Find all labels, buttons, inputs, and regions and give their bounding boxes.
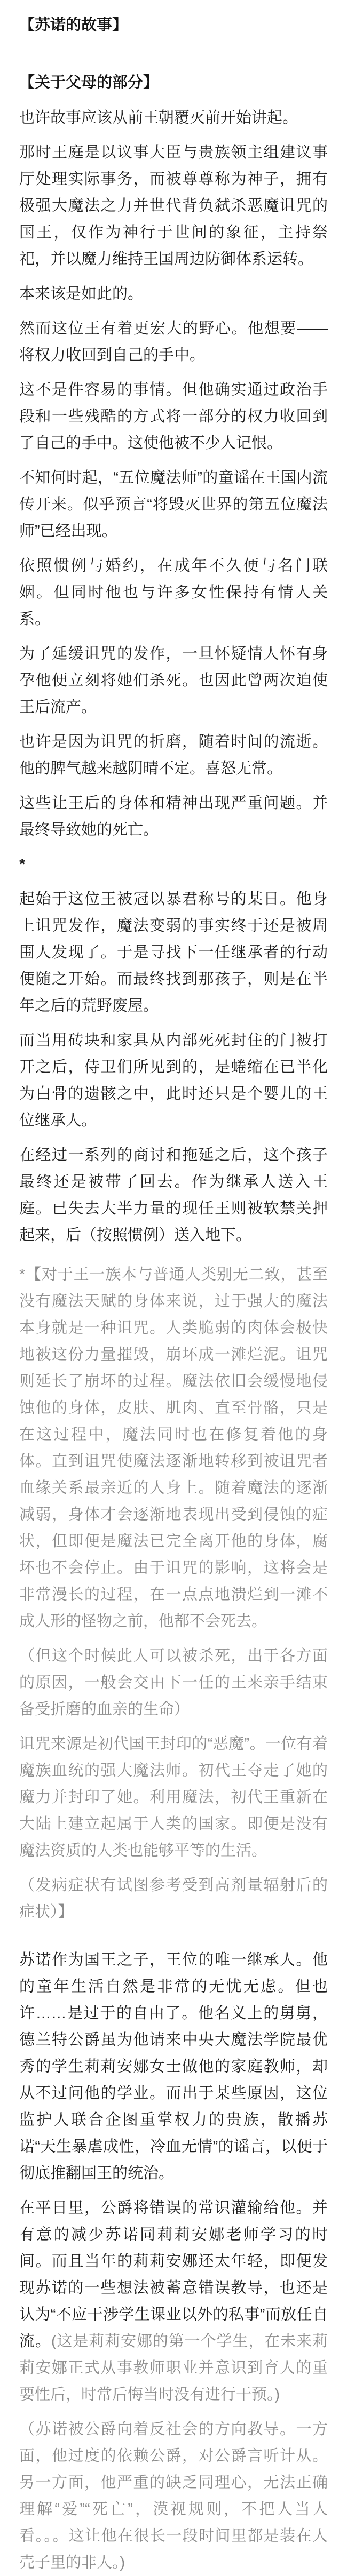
- paragraph-kings-ambition: 然而这位王有着更宏大的野心。他想要——将权力收回到自己的手中。: [19, 320, 328, 364]
- paragraph-tyrant-curse-revealed: 起始于这位王被冠以暴君称号的某日。他身上诅咒发作，魔法变弱的事实终于还是被周围人发现了。于是寻找下一任继承者的行动便随之开始。而最终找到那孩子，则是在半年之后的荒野废屋。: [19, 891, 328, 1014]
- paragraph-five-mages-rhyme: 不知何时起，“五位魔法师”的童谣在王国内流传开来。似乎预言“将毁灭世界的第五位魔法师”已经出现。: [19, 469, 328, 540]
- section-divider-star: *: [19, 856, 26, 873]
- note-curse-mechanics: *【对于王一族本与普通人类别无二致，甚至没有魔法天赋的身体来说，过于强大的魔法本身就是一种诅咒。人类脆弱的肉体会极快地被这份力量摧毁，崩坏成一滩烂泥。诅咒则延长了崩坏的过程。魔法依旧会缓慢地侵蚀他的身体，皮肤、肌肉、直至骨骼，只是在这过程中，魔法同时也在修复着他的身体。直到诅咒使魔法逐渐地转移到被诅咒者血缘关系最亲近的人身上。随着魔法的逐渐减弱，身体才会逐渐地表现出受到侵蚀的症状，但即便是魔法已完全离开他的身体，腐坏也不会停止。由于诅咒的影响，这将会是非常漫长的过程，在一点点地溃烂到一滩不成人形的怪物之前，他都不会死去。: [19, 1266, 328, 1630]
- paragraph-as-it-should-be: 本来该是如此的。: [19, 285, 144, 302]
- paragraph-suno-childhood: 苏诺作为国王之子，王位的唯一继承人。他的童年生活自然是非常的无忧无虑。但也许……是过于的自由了。他名义上的舅舅，德兰特公爵虽为他请来中央大魔法学院最优秀的学生莉莉安娜女士做他的家庭教师，却从不过问他的学业。而出于某些原因，这位监护人联合企图重掌权力的贵族，散播苏诺“天生暴虐成性，冷血无情”的谣言，以便于彻底推翻国王的统治。: [19, 1951, 328, 2182]
- paragraph-opening: 也许故事应该从前王朝覆灭前开始讲起。: [19, 109, 298, 126]
- paragraph-sealed-door-infant: 而当用砖块和家具从内部死死封住的门被打开之后，侍卫们所见到的，是蜷缩在已半化为白骨的遗骸之中，此时还只是个婴儿的王位继承人。: [19, 1032, 328, 1129]
- note-symptoms-reference: （发病症状有试图参考受到高剂量辐射后的症状）】: [19, 1877, 328, 1921]
- paragraph-duke-miseducation: [19, 2195, 328, 2408]
- story-title: 【苏诺的故事】: [19, 17, 128, 34]
- paragraph-curse-delay-killings: 为了延缓诅咒的发作，一旦怀疑情人怀有身孕他便立刻将她们杀死。也因此曾两次迫使王后流产。: [19, 645, 328, 716]
- paragraph-temper-worsens: 也许是因为诅咒的折磨，随着时间的流逝。他的脾气越来越阴晴不定。喜怒无常。: [19, 733, 328, 777]
- paragraph-duke-miseducation-main: 在平日里，公爵将错误的常识灌输给他。并有意的减少苏诺同莉莉安娜老师学习的时间。而且当年的莉莉安娜还太年轻，即便发现苏诺的一些想法被蓄意错误教导，也还是认为“不应干涉学生课业以外的私事”而放任自流。: [19, 2199, 328, 2350]
- paragraph-marriage-and-lovers: 依照惯例与婚约，在成年不久便与名门联姻。但同时他也与许多女性保持有情人关系。: [19, 557, 328, 628]
- note-mercy-killing: （但这个时候此人可以被杀死，出于各方面的原因，一般会交由下一任的王来亲手结束备受折磨的血亲的生命）: [19, 1647, 328, 1718]
- paragraph-heir-brought-back: 在经过一系列的商讨和拖延之后，这个孩子最终还是被带了回去。作为继承人送入王庭。已失去大半力量的现任王则被软禁关押起来，后（按照惯例）送入地下。: [19, 1147, 328, 1244]
- note-antisocial-upbringing: （苏诺被公爵向着反社会的方向教导。一方面，他过度的依赖公爵，对公爵言听计从。另一方面，他严重的缺乏同理心，无法正确理解“爱”“死亡”，漠视规则，不把人当人看。。。这让他在很长一段时间里都是装在人壳子里的非人。): [19, 2421, 328, 2571]
- paragraph-queens-death: 这些让王后的身体和精神出现严重问题。并最终导致她的死亡。: [19, 795, 328, 838]
- paragraph-duke-miseducation-note: (这是莉莉安娜的第一个学生，在未来莉莉安娜正式从事教师职业并意识到育人的重要性后，时常后悔当时没有进行干预。): [19, 2333, 328, 2403]
- paragraph-royal-court: 那时王庭是以议事大臣与贵族领主组建议事厅处理实际事务，而被尊尊称为神子，拥有极强大魔法之力并世代背负弑杀恶魔诅咒的国王，仅作为神行于世间的象征，主持祭祀，并以魔力维持王国周边防御体系运转。: [19, 144, 328, 268]
- paragraph-power-reclaimed: 这不是件容易的事情。但他确实通过政治手段和一些残酷的方式将一部分的权力收回到了自己的手中。这使他被不少人记恨。: [19, 381, 328, 452]
- section-heading-parents: 【关于父母的部分】: [19, 74, 159, 91]
- note-curse-origin-demon: 诅咒来源是初代国王封印的“恶魔”。一位有着魔族血统的强大魔法师。初代王夺走了她的魔力并封印了她。利用魔法，初代王重新在大陆上建立起属于人类的国家。即便是没有魔法资质的人类也能够平等的生活。: [19, 1735, 328, 1859]
